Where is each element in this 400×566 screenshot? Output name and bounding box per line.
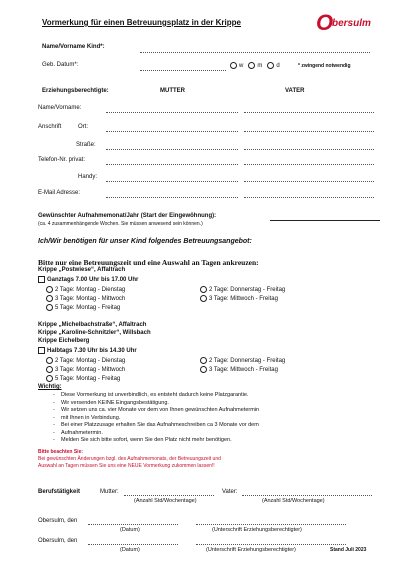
list-item: - Melden Sie sich bitte sofort, wenn Sie den Platz nicht mehr benötigen. <box>61 437 259 445</box>
g1-radio[interactable] <box>46 295 53 302</box>
g2-radio[interactable] <box>46 366 53 373</box>
halbtags-checkbox[interactable] <box>38 347 45 354</box>
g1-opt-label: 2 Tage: Montag - Dienstag <box>55 287 126 294</box>
instruction: Bitte nur eine Betreuungszeit und eine Auswahl an Tagen ankreuzen: <box>38 258 259 267</box>
child-name-field[interactable] <box>140 52 370 53</box>
page-title: Vormerkung für einen Betreuungsplatz in der Krippe <box>42 18 241 27</box>
g1-opt-label: 3 Tage: Montag - Mittwoch <box>55 296 126 303</box>
child-dob-label: Geb. Datum*: <box>42 62 79 68</box>
admission-field[interactable] <box>270 220 380 221</box>
g1-opt-3-mi-fr[interactable] <box>200 295 278 302</box>
halbtags-option <box>38 347 137 354</box>
g2-opt-2-mo-di[interactable] <box>46 357 125 364</box>
date-field-1[interactable] <box>88 524 178 525</box>
street-label: Straße: <box>76 142 96 148</box>
city-label: Ort: <box>78 124 88 130</box>
krippe-schnitzler: Krippe „Karoline-Schnitzler“, Willsbach <box>38 330 151 336</box>
place-label-1: Obersulm, den <box>38 518 78 524</box>
krippe-michelbach: Krippe „Michelbachstraße“, Affaltrach <box>38 322 147 328</box>
list-item: - mit Ihnen in Verbindung. <box>61 415 259 423</box>
g2-radio[interactable] <box>46 357 53 364</box>
signature-hint-1: (Unterschrift Erziehungsberechtigter) <box>212 527 302 533</box>
address-label: Anschrift <box>38 124 62 130</box>
father-phone-field[interactable] <box>244 164 374 165</box>
employment-father-field[interactable] <box>242 495 372 496</box>
father-email-field[interactable] <box>244 197 374 198</box>
g2-opt-label: 3 Tage: Montag - Mittwoch <box>55 367 126 374</box>
g1-opt-label: 3 Tage: Mittwoch - Freitag <box>209 296 278 303</box>
g1-radio[interactable] <box>46 304 53 311</box>
gender-options <box>230 62 280 69</box>
list-item: - Diese Vormerkung ist unverbindlich, es entsteht dadurch keine Platzgarantie. <box>61 392 259 400</box>
gender-d-radio[interactable] <box>267 62 274 69</box>
gender-w-label: w <box>239 63 244 70</box>
signature-field-2[interactable] <box>196 544 346 545</box>
version-stamp: Stand Juli 2023 <box>330 547 367 553</box>
date-hint-1: (Datum) <box>120 527 140 533</box>
guardian-name-label: Name/Vorname: <box>38 105 82 111</box>
ganztags-label: Ganztags 7.00 Uhr bis 17.00 Uhr <box>47 277 139 284</box>
date-field-2[interactable] <box>88 544 178 545</box>
gender-m-radio[interactable] <box>248 62 255 69</box>
logo-text: bersulm <box>332 18 371 29</box>
notice-line1: Bei gewünschten Änderungen bzgl. des Aufnahmemonats, der Betreuungszeit und <box>38 456 221 462</box>
place-label-2: Obersulm, den <box>38 538 78 544</box>
father-mobile-field[interactable] <box>244 181 374 182</box>
mother-street-field[interactable] <box>106 149 238 150</box>
employment-mother-label: Mutter: <box>100 489 119 495</box>
email-label: E-Mail Adresse: <box>38 190 81 196</box>
mother-name-field[interactable] <box>106 112 238 113</box>
g1-opt-label: 5 Tage: Montag - Freitag <box>55 305 121 312</box>
child-name-label: Name/Vorname Kind*: <box>42 44 105 50</box>
father-column-heading: VATER <box>285 88 305 94</box>
list-item: - Aufnahmetermin. <box>61 430 259 438</box>
g2-opt-label: 3 Tage: Mittwoch - Freitag <box>209 367 278 374</box>
date-hint-2: (Datum) <box>120 547 140 553</box>
signature-hint-2: (Unterschrift Erziehungsberechtigter) <box>206 547 296 553</box>
admission-note: (ca. 4 zusammenhängende Wochen. Sie müssen anwesend sein können.) <box>38 221 203 227</box>
mother-mobile-field[interactable] <box>106 181 238 182</box>
mother-column-heading: MUTTER <box>160 88 185 94</box>
employment-mother-field[interactable] <box>124 495 214 496</box>
g1-opt-5-mo-fr[interactable] <box>46 304 120 311</box>
krippe-postwiese: Krippe „Postwiese“, Affaltrach <box>38 267 126 273</box>
child-dob-field[interactable] <box>140 70 226 71</box>
notice-heading: Bitte beachten Sie: <box>38 449 84 455</box>
request-heading: Ich/Wir benötigen für unser Kind folgendes Betreuungsangebot: <box>38 238 252 245</box>
g2-radio[interactable] <box>46 375 53 382</box>
g2-opt-3-mi-fr[interactable] <box>200 366 278 373</box>
employment-father-label: Vater: <box>222 489 238 495</box>
gender-d-label: d <box>276 63 280 70</box>
gender-m-label: m <box>257 63 263 70</box>
krippe-eichelberg: Krippe Eichelberg <box>38 338 90 344</box>
mother-phone-field[interactable] <box>106 164 238 165</box>
ganztags-checkbox[interactable] <box>38 276 45 283</box>
g1-opt-3-mo-mi[interactable] <box>46 295 125 302</box>
g2-opt-3-mo-mi[interactable] <box>46 366 125 373</box>
list-item: - Wir setzen uns ca. vier Monate vor dem von Ihnen gewünschten Aufnahmetermin <box>61 407 259 415</box>
father-city-field[interactable] <box>244 131 374 132</box>
g2-opt-label: 2 Tage: Donnerstag - Freitag <box>209 358 286 365</box>
ganztags-option <box>38 276 138 283</box>
required-note: * zwingend notwendig <box>298 63 351 69</box>
father-name-field[interactable] <box>244 112 374 113</box>
father-street-field[interactable] <box>244 149 374 150</box>
g1-opt-2-do-fr[interactable] <box>200 286 285 293</box>
g2-opt-5-mo-fr[interactable] <box>46 375 120 382</box>
list-item: - Wir versenden KEINE Eingangsbestätigung. <box>61 400 259 408</box>
employment-label: Berufstätigkeit <box>38 489 81 495</box>
signature-field-1[interactable] <box>196 524 346 525</box>
g1-opt-label: 2 Tage: Donnerstag - Freitag <box>209 287 286 294</box>
mobile-label: Handy: <box>78 174 98 180</box>
mother-email-field[interactable] <box>106 197 238 198</box>
phone-label: Telefon-Nr. privat: <box>38 157 86 163</box>
logo-initial: O <box>316 10 334 35</box>
mother-city-field[interactable] <box>106 131 238 132</box>
list-item: - Bei einer Platzzusage erhalten Sie das Aufnahmeschreiben ca 3 Monate vor dem <box>61 422 259 430</box>
father-hours-hint: (Anzahl Std/Wochentage) <box>262 498 325 504</box>
halbtags-label: Halbtags 7.30 Uhr bis 14.30 Uhr <box>47 348 137 355</box>
important-heading: Wichtig: <box>38 384 62 390</box>
important-list <box>52 392 259 445</box>
guardians-heading: Erziehungsberechtigte: <box>42 88 109 94</box>
g1-radio[interactable] <box>200 295 207 302</box>
gender-w-radio[interactable] <box>230 62 237 69</box>
mother-hours-hint: (Anzahl Std/Wochentage) <box>134 498 197 504</box>
g2-radio[interactable] <box>200 357 207 364</box>
g1-opt-2-mo-di[interactable] <box>46 286 125 293</box>
g2-opt-label: 5 Tage: Montag - Freitag <box>55 376 121 383</box>
g1-radio[interactable] <box>46 286 53 293</box>
notice-line2: Auswahl an Tagen müssen Sie uns eine NEUE Vormerkung zukommen lassen!! <box>38 463 215 469</box>
g2-radio[interactable] <box>200 366 207 373</box>
admission-label: Gewünschter Aufnahmemonat/Jahr (Start der Eingewöhnung): <box>38 213 217 219</box>
g2-opt-label: 2 Tage: Montag - Dienstag <box>55 358 126 365</box>
g1-radio[interactable] <box>200 286 207 293</box>
g2-opt-2-do-fr[interactable] <box>200 357 285 364</box>
